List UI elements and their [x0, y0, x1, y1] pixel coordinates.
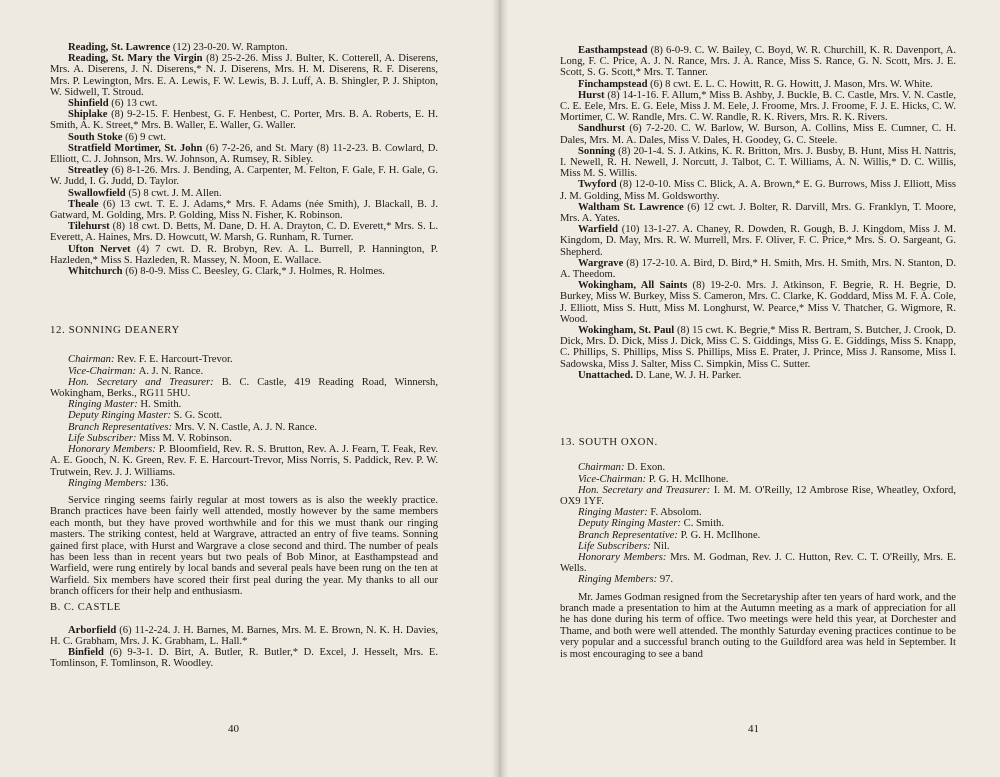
officer-label: Life Subscriber [68, 432, 134, 444]
officer-label: Life Subscribers [578, 540, 648, 552]
page-number: 41 [748, 723, 759, 735]
tower-entry [50, 199, 438, 221]
tower-entry [50, 143, 438, 165]
tower-name: Swallowfield [68, 187, 126, 199]
book-gutter [492, 0, 508, 777]
officer-label: Vice-Chairman [578, 473, 643, 485]
officer-label: Ringing Members [68, 477, 144, 489]
officer-line: Honorary Members: P. Bloomfield, Rev. R. S. Brutton, Rev. A. J. Fearn, T. Feak, Rev. A. E. Gooch, N. K. Green, Rev. F. E. Harcourt-Trevor, Miss Norris, S. Paddick, Rev. P. W. Trutwein, Rev. J. J. Williams. [50, 444, 438, 478]
tower-entry [50, 266, 438, 277]
tower-name: Arborfield [68, 624, 117, 636]
page-number: 40 [228, 723, 239, 735]
officer-line: Chairman: Rev. F. E. Harcourt-Trevor. [68, 354, 233, 366]
officer-line: Life Subscriber: Miss M. V. Robinson. [68, 432, 232, 444]
tower-entry [560, 179, 956, 201]
officer-line: Vice-Chairman: P. G. H. McIlhone. [578, 473, 729, 485]
officer-label: Chairman [578, 462, 621, 474]
tower-entry [560, 224, 956, 258]
officer-line: Ringing Members: 136. [68, 477, 169, 489]
tower-details: (6) 13 cwt. [108, 98, 158, 110]
officer-line: Honorary Members: Mrs. M. Godman, Rev. J. C. Hutton, Rev. C. T. O'Reilly, Mrs. E. Wells. [560, 551, 956, 575]
tower-details: (8) 25-2-26. Miss J. Bulter, K. Cotterell, A. Diserens, Mrs. A. Diserens, J. N. Diserens,* N. J. Diserens, Mrs. H. M. Diserens, R. F. Diserens, Mrs. P. Lewington, Mrs. E. A. Lewis, F. W. Lewis, B. J. Luff, A. B. Shingler, P. J. Shipton, W. Sidwell, T. Stroud. [50, 53, 439, 98]
officer-value: P. Bloomfield, Rev. R. S. Brutton, Rev. A. J. Fearn, T. Feak, Rev. A. E. Gooch, N. K. Green, Rev. F. E. Harcourt-Trevor, Miss Norris, S. Paddick, Rev. P. W. Trutwein, Rev. J. J. Williams. [50, 444, 438, 478]
tower-entry [560, 45, 956, 79]
tower-details: (6) 9-3-1. D. Birt, A. Butler, R. Butler,* D. Excel, J. Hesselt, Mrs. E. Tomlinson, F. Tomlinson, R. Woodley. [50, 647, 438, 670]
section-heading: 13. SOUTH OXON. [560, 436, 658, 449]
tower-details: (8) 15 cwt. K. Begrie,* Miss R. Bertram, S. Butcher, J. Crook, D. Dick, Mrs. D. Dick, Miss J. Dick, Miss C. S. Giddings, Miss G. E. Giddings, Miss S. Knapp, C. Phillips, S. Phillips, Miss S. Phillips, Miss E. Prater, J. Prince, Miss J. Ransome, Miss I. Sadowska, Miss J. Salter, Miss C. Simpkin, Miss C. Sutter. [560, 325, 956, 370]
officer-line: Vice-Chairman: A. J. N. Rance. [68, 365, 204, 377]
left-column [50, 42, 438, 670]
officer-line: Life Subscribers: Nil. [578, 540, 670, 552]
officer-value: S. G. Scott. [173, 410, 223, 422]
tower-entry [50, 98, 438, 109]
tower-details: (8) 17-2-10. A. Bird, D. Bird,* H. Smith, Mrs. H. Smith, Mrs. N. Stanton, D. A. Theedom. [560, 257, 956, 281]
tower-name: Ufton Nervet [68, 243, 131, 255]
tower-entry [560, 325, 956, 370]
officer-label: Vice-Chairman [68, 365, 133, 377]
tower-details: (8) 18 cwt. D. Betts, M. Dane, D. H. A. Drayton, C. D. Everett,* Mrs. S. L. Everett, A. Haines, Mrs. D. Howcutt, W. Marsh, G. Runham, R. Turner. [50, 221, 438, 244]
officer-label: Ringing Members [578, 574, 654, 586]
tower-name: Shiplake [68, 109, 108, 121]
tower-details: D. Lane, W. J. H. Parker. [633, 369, 742, 381]
tower-details: (6) 8-0-9. Miss C. Beesley, G. Clark,* J. Holmes, R. Holmes. [122, 266, 385, 278]
officer-value: B. C. Castle, 419 Reading Road, Winnersh, Wokingham, Berks., RG11 5HU. [50, 376, 438, 400]
tower-entry [50, 244, 438, 266]
tower-list [560, 45, 956, 381]
officer-line: Deputy Ringing Master: S. G. Scott. [68, 410, 223, 422]
tower-entry [50, 221, 438, 243]
tower-entry [50, 109, 438, 131]
officer-line: Ringing Master: F. Absolom. [578, 507, 702, 519]
tower-name: Stratfield Mortimer, St. John [68, 142, 203, 154]
tower-name: Easthampstead [578, 45, 648, 56]
officer-line: Hon. Secretary and Treasurer: I. M. M. O'Reilly, 12 Ambrose Rise, Wheatley, Oxford, OX9 1YF. [560, 484, 957, 507]
tower-entry [50, 165, 438, 187]
tower-details: (6) 8 cwt. E. L. C. Howitt, R. G. Howitt, J. Mason, Mrs. W. White. [647, 78, 933, 90]
tower-name: Streatley [68, 165, 109, 177]
officer-label: Honorary Members [578, 551, 663, 563]
tower-details: (8) 19-2-0. Mrs. J. Atkinson, F. Begrie, R. H. Begrie, D. Burkey, Miss W. Burkey, Miss S. Cameron, Mrs. C. Clarke, K. Goddard, Miss M. F. A. Cole, J. Elliott, Miss S. Hutt, Miss M. Longhurst, W. Pearce,* Miss V. Thatcher, G. Wigmore, R. Wood. [560, 280, 956, 325]
tower-details: (6) 11-2-24. J. H. Barnes, M. Barnes, Mrs. M. E. Brown, N. K. H. Davies, H. C. Grabham, Mrs. J. K. Grabham, L. Hall.* [50, 624, 438, 647]
officer-label: Deputy Ringing Master [68, 410, 168, 422]
tower-name: Wargrave [578, 257, 624, 269]
tower-entry [50, 625, 438, 647]
tower-entry [560, 258, 956, 280]
tower-entry [560, 370, 956, 381]
tower-entry [560, 123, 956, 145]
tower-details: (8) 14-1-16. F. Allum,* Miss B. Ashby, J. Buckle, B. C. Castle, Mrs. V. N. Castle, C. E. Eele, Mrs. E. G. Eele, Miss J. M. Eele, J. Froome, Mrs. J. Froome, F. J. E. Hicks, C. W. Mortimer, C. W. Randle, Mrs. C. W. Randle, R. K. Rivers, Mrs. R. K. Rivers. [560, 89, 956, 124]
tower-entry [50, 647, 438, 669]
tower-details: (6) 7-2-26, and St. Mary (8) 11-2-23. B. Cowlard, D. Elliott, C. J. Johnson, Mrs. W. Johnson, A. Rumsey, R. Sibley. [50, 142, 439, 166]
tower-name: Sonning [578, 145, 616, 157]
officer-value: I. M. M. O'Reilly, 12 Ambrose Rise, Wheatley, Oxford, OX9 1YF. [560, 484, 957, 507]
tower-name: Tilehurst [68, 221, 110, 233]
officer-value: Mrs. M. Godman, Rev. J. C. Hutton, Rev. C. T. O'Reilly, Mrs. E. Wells. [560, 551, 956, 575]
tower-name: Warfield [578, 224, 619, 236]
officer-label: Ringing Master [578, 507, 645, 519]
tower-name: Waltham St. Lawrence [578, 201, 684, 213]
tower-name: Finchampstead [578, 78, 648, 90]
tower-name: Reading, St. Lawrence [68, 42, 171, 53]
officer-line: Branch Representative: P. G. H. McIlhone. [578, 529, 761, 541]
tower-name: Unattached. [578, 369, 634, 381]
officer-value: D. Exon. [627, 462, 666, 474]
tower-details: (6) 9 cwt. [122, 131, 167, 143]
tower-name: Whitchurch [68, 266, 123, 278]
officer-value: Miss M. V. Robinson. [139, 432, 232, 444]
officer-label: Hon. Secretary and Treasurer [68, 376, 211, 388]
officer-value: C. Smith. [683, 518, 724, 530]
officer-line: Hon. Secretary and Treasurer: B. C. Castle, 419 Reading Road, Winnersh, Wokingham, Berks., RG11 5HU. [50, 376, 438, 400]
tower-name: Wokingham, All Saints [578, 280, 688, 292]
tower-details: (5) 8 cwt. J. M. Allen. [125, 187, 222, 199]
officer-line: Ringing Members: 97. [578, 574, 674, 586]
tower-name: South Stoke [68, 131, 123, 143]
tower-entry [50, 132, 438, 143]
officer-value: Mrs. V. N. Castle, A. J. N. Rance. [174, 421, 318, 433]
right-column [560, 45, 956, 660]
report-signature: B. C. CASTLE [50, 601, 121, 613]
tower-details: (8) 20-1-4. S. J. Atkins, K. R. Britton, Mrs. J. Busby, B. Hunt, Miss H. Nattris, I. Newell, R. H. Newell, J. Norcutt, J. Talbot, C. T. Williams, A. N. Willis,* D. C. Willis, Miss M. S. Willis. [560, 145, 956, 180]
tower-name: Twyford [578, 179, 617, 191]
officer-label: Deputy Ringing Master [578, 518, 678, 530]
tower-name: Reading, St. Mary the Virgin [68, 53, 203, 65]
officer-label: Chairman [68, 354, 111, 366]
tower-entry [560, 280, 956, 325]
officer-line: Chairman: D. Exon. [578, 462, 666, 474]
officer-value: A. J. N. Rance. [138, 365, 204, 377]
tower-list-bottom [50, 625, 438, 670]
tower-name: Wokingham, St. Paul [578, 325, 675, 337]
tower-entry [560, 202, 956, 224]
tower-details: (8) 6-0-9. C. W. Bailey, C. Boyd, W. R. Churchill, K. R. Davenport, A. Long, F. C. Price, A. J. N. Rance, Mrs. J. A. Rance, Miss S. Rance, G. N. Scott, Mrs. J. E. Scott, S. G. Scott,* Mrs. T. Tanner. [560, 45, 956, 79]
officer-label: Hon. Secretary and Treasurer [578, 484, 707, 496]
tower-name: Hurst [578, 89, 605, 101]
tower-name: Shinfield [68, 98, 109, 110]
tower-details: (8) 9-2-15. F. Henbest, G. F. Henbest, C. Porter, Mrs. B. A. Roberts, E. H. Smith, A. K. Street,* Mrs. B. Waller, E. Waller, G. Waller. [50, 109, 438, 132]
officer-line: Deputy Ringing Master: C. Smith. [578, 518, 724, 530]
officer-value: 136. [149, 477, 169, 489]
officer-label: Branch Representatives [68, 421, 169, 433]
officer-value: P. G. H. McIlhone. [648, 473, 729, 485]
tower-list-top [50, 42, 438, 277]
officer-value: P. G. H. McIlhone. [680, 529, 761, 541]
tower-entry [50, 42, 438, 53]
officer-label: Branch Representative [578, 529, 675, 541]
officer-value: Nil. [653, 540, 670, 552]
officer-value: F. Absolom. [650, 507, 702, 519]
tower-details: (6) 8-1-26. Mrs. J. Bending, A. Carpenter, M. Felton, F. Gale, F. H. Gale, G. W. Judd, I. G. Judd, D. Taylor. [50, 165, 438, 188]
officer-value: Rev. F. E. Harcourt-Trevor. [117, 354, 233, 366]
officer-line: Ringing Master: H. Smith. [68, 399, 182, 411]
tower-details: (6) 7-2-20. C. W. Barlow, W. Burson, A. Collins, Miss E. Cumner, C. H. Dales, Mrs. M. A. Dales, Miss V. Dales, H. Goodey, G. C. Steele. [560, 123, 956, 146]
officer-value: 97. [659, 574, 674, 586]
officers-list [50, 354, 438, 488]
tower-entry [50, 188, 438, 199]
tower-entry [560, 146, 956, 180]
officer-value: H. Smith. [140, 399, 182, 411]
officer-line: Branch Representatives: Mrs. V. N. Castle, A. J. N. Rance. [68, 421, 318, 433]
tower-details: (4) 7 cwt. D. R. Brobyn, Rev. A. L. Burrell, P. Hannington, P. Hazleden,* Miss S. Hazleden, R. Massey, N. Moon, E. Wallace. [50, 243, 438, 266]
tower-name: Binfield [68, 647, 104, 659]
officer-label: Ringing Master [68, 399, 135, 411]
section-heading: 12. SONNING DEANERY [50, 324, 180, 337]
tower-name: Sandhurst [578, 123, 626, 135]
tower-details: (6) 13 cwt. T. E. J. Adams,* Mrs. F. Adams (née Smith), J. Blackall, B. J. Gatward, M. Golding, Mrs. P. Golding, Miss N. Fisher, K. Robinson. [50, 198, 438, 222]
tower-entry [50, 53, 438, 98]
tower-details: (12) 23-0-20. W. Rampton. [170, 42, 288, 53]
tower-name: Theale [68, 198, 99, 210]
branch-report: Service ringing seems fairly regular at most towers as is also the weekly practice. Branch practices have been fairly well attended, mostly however by the same members each month, but they have proved worthwhile and for this we must thank our ringing masters. The striking contest, held at Wargrave, attracted an entry of five teams. Sonning gained first place, with Hurst and Wargrave a close second and third. The number of peals has been less than in recent years but two peals of Bob Minor, at Easthampstead and Warfield, were rung entirely by local bands and several peals have been rung on the ten at Warfield. Six members have scored their first peal during the year. My thanks to all our branch officers for their help and enthusiasm. [50, 494, 438, 598]
right-page [500, 0, 1000, 777]
tower-details: (8) 12-0-10. Miss C. Blick, A. A. Brown,* E. G. Burrows, Miss J. Elliott, Miss J. M. Golding, Miss M. Goldsworthy. [560, 179, 956, 202]
officers-list [560, 462, 956, 585]
branch-report: Mr. James Godman resigned from the Secretaryship after ten years of hard work, and the branch made a presentation to him at the Autumn meeting as a mark of appreciation for all he has done during his term of office. Two meetings were held this year, at Dorchester and Thame, and both were well attended. The monthly Saturday evening practices continue to be very popular and a successful branch outing to the Guildford area was held in September. It is most encouraging to see a band [560, 591, 956, 660]
officer-label: Honorary Members [68, 444, 153, 456]
tower-entry [560, 79, 956, 90]
tower-details: (10) 13-1-27. A. Chaney, R. Dowden, R. Gough, B. J. Kingdom, Miss J. M. Kingdom, D. May, Mrs. R. W. Murrell, Mrs. F. Oliver, F. C. Price,* Mrs. S. O. Sargeant, G. Shepherd. [560, 224, 956, 258]
tower-details: (6) 12 cwt. J. Bolter, R. Darvill, Mrs. G. Franklyn, T. Moore, Mrs. A. Yates. [560, 201, 956, 225]
tower-entry [560, 90, 956, 124]
